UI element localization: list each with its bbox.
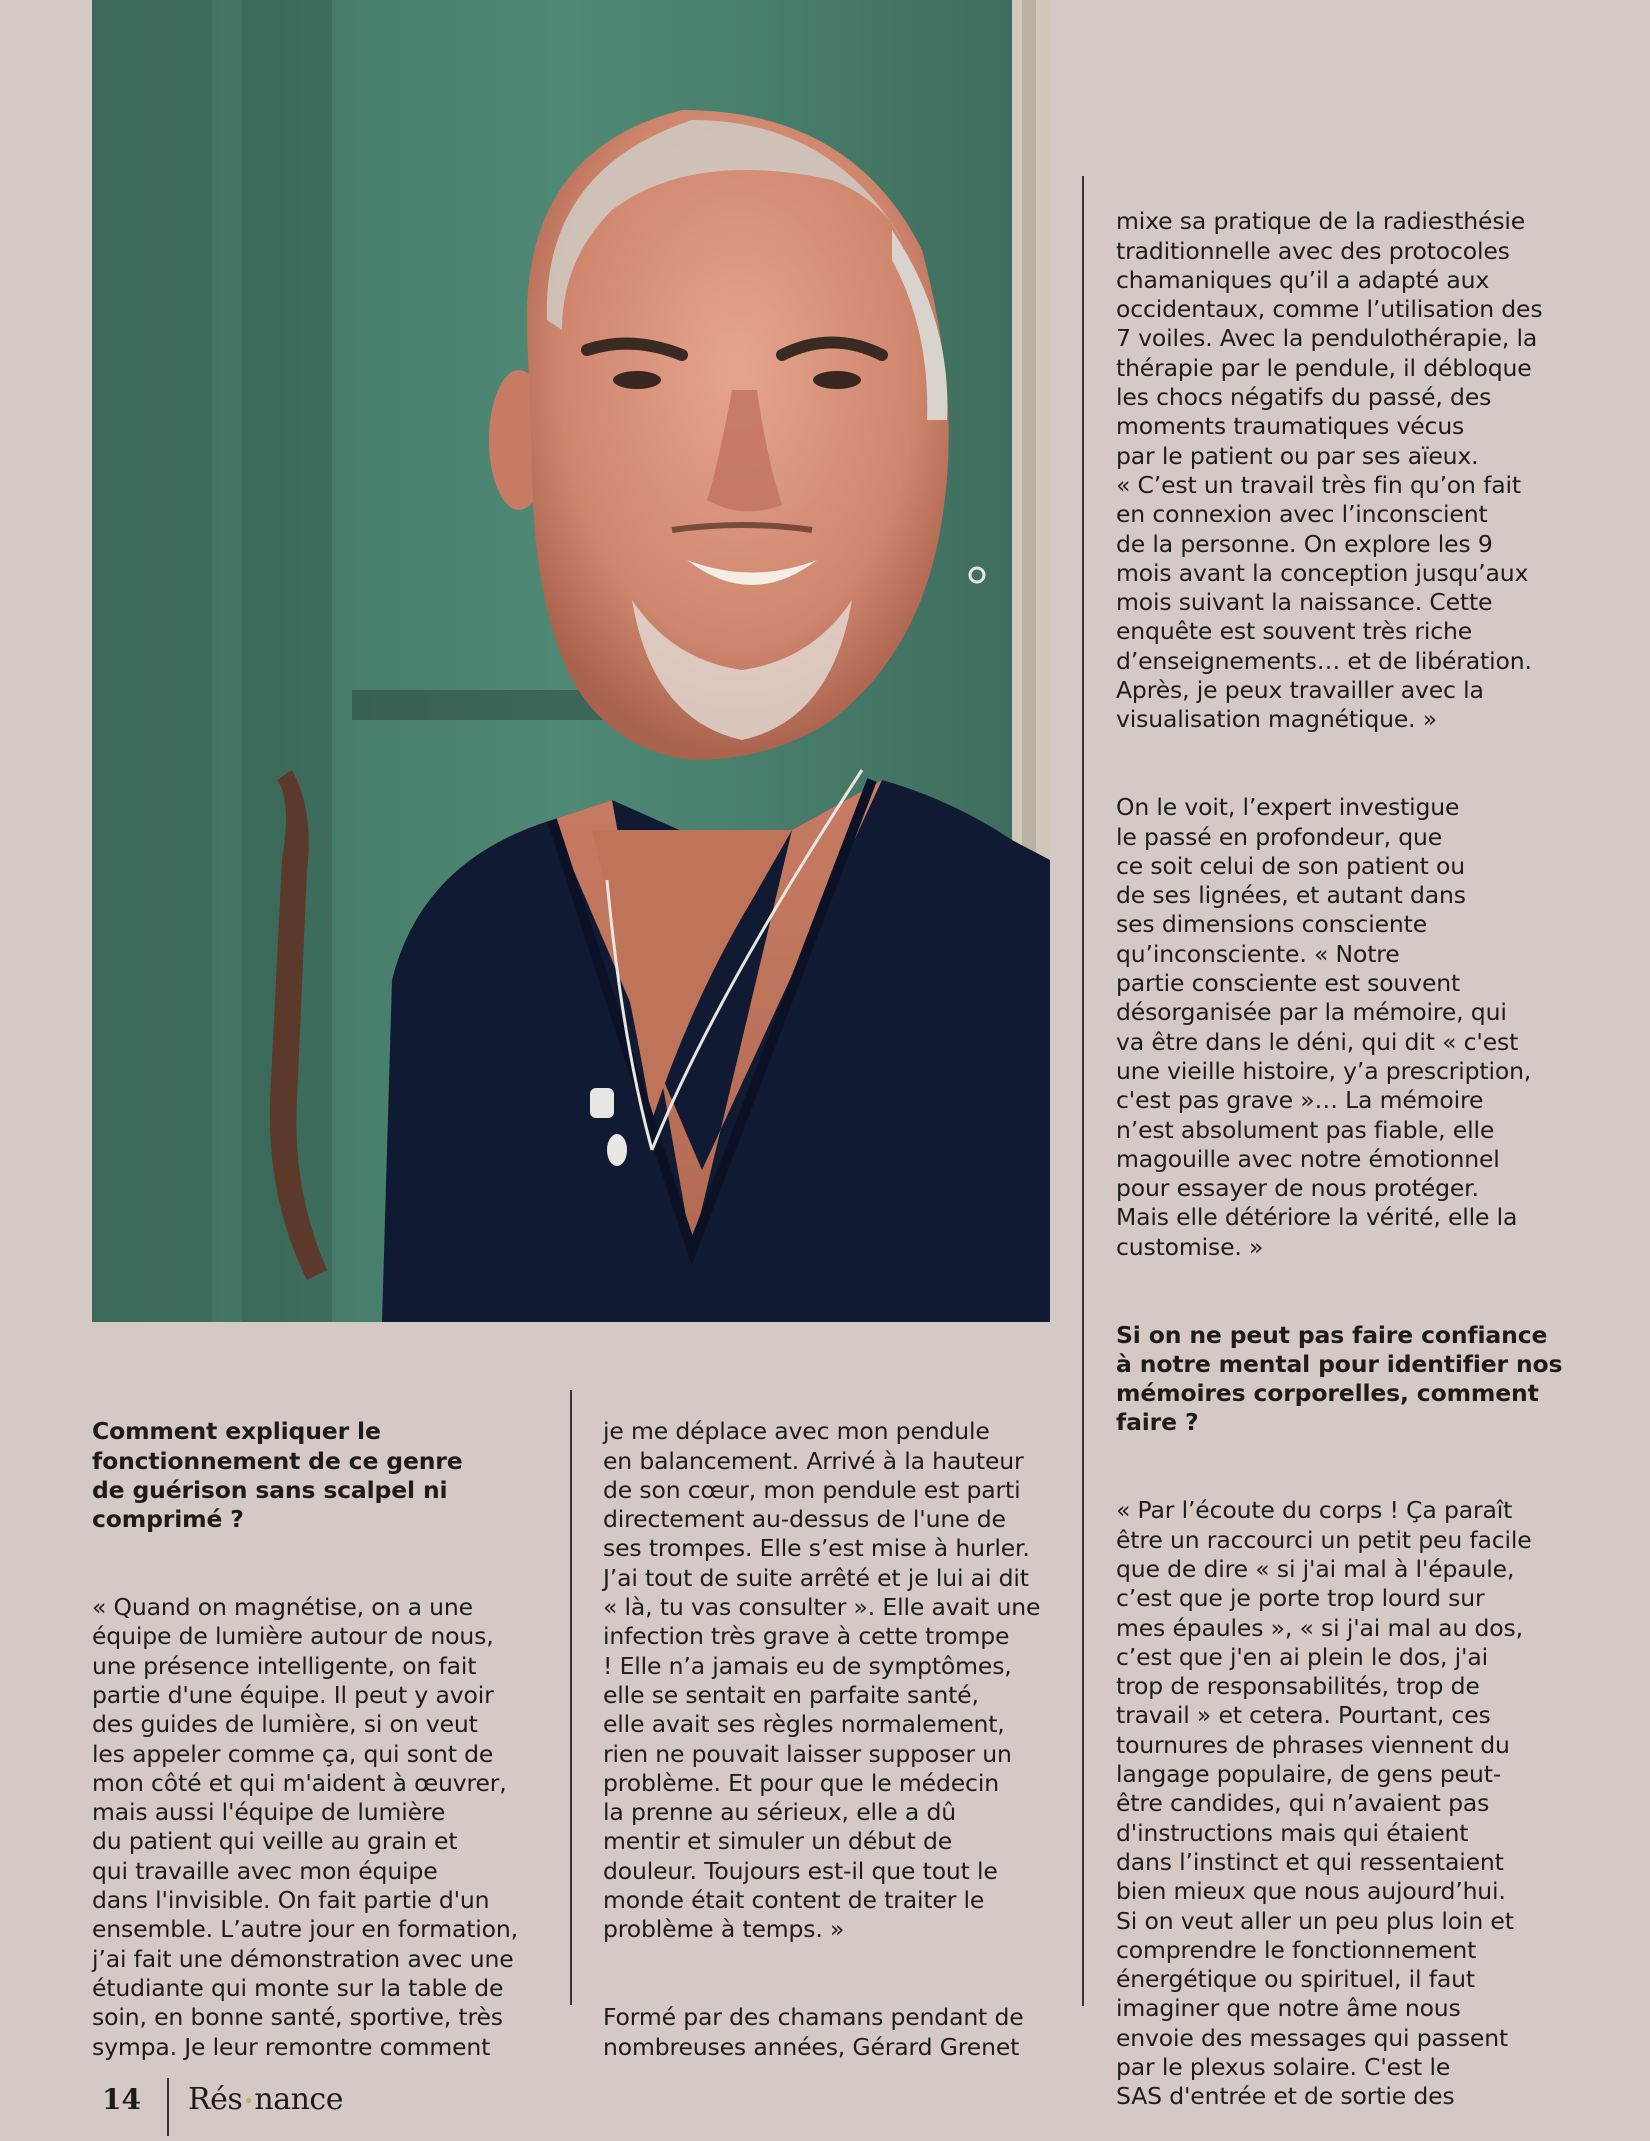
column-divider — [570, 1390, 572, 2005]
article-column-2 — [603, 1388, 1055, 2091]
body-paragraph: « Par l’écoute du corps ! Ça paraît être un raccourci un petit peu facile que de dire « si j'ai mal à l'épaule, c’est que je porte trop lourd sur mes épaules », « si j'ai mal au dos, c’est que j'en ai plein le dos, j'ai trop de responsabilités, trop de travail » et cetera. Pourtant, ces tournures de phrases viennent du langage populaire, de gens peut- être candides, qui n’avaient pas d'instructions mais qui étaient dans l’instinct et qui ressentaient bien mieux que nous aujourd’hui. Si on veut aller un peu plus loin et comprendre le fonctionnement énergétique ou spirituel, il faut imaginer que notre âme nous envoie des messages qui passent par le plexus solaire. C'est le SAS d'entrée et de sortie des — [1116, 1496, 1532, 2111]
footer-divider — [167, 2078, 169, 2136]
subheading-question: Comment expliquer le fonctionnement de ce genre de guérison sans scalpel ni comprimé ? — [92, 1417, 463, 1534]
portrait-photo — [92, 0, 1050, 1322]
logo-dot-icon: • — [243, 2090, 254, 2112]
magazine-logo — [188, 2082, 343, 2117]
column-divider — [1082, 176, 1084, 2006]
body-paragraph: mixe sa pratique de la radiesthésie traditionnelle avec des protocoles chamaniques qu’il a adapté aux occidentaux, comme l’utilisation des 7 voiles. Avec la pendulothérapie, la thérapie par le pendule, il débloque les chocs négatifs du passé, des moments traumatiques vécus par le patient ou par ses aïeux. « C’est un travail très fin qu’on fait en connexion avec l’inconscient de la personne. On explore les 9 mois avant la conception jusqu’aux mois suivant la naissance. Cette enquête est souvent très riche d’enseignements… et de libération. Après, je peux travailler avec la visualisation magnétique. » — [1116, 207, 1543, 734]
logo-text-end: nance — [254, 2082, 343, 2117]
subheading-question: Si on ne peut pas faire confiance à notre mental pour identifier nos mémoires corporelles, comment faire ? — [1116, 1320, 1563, 1437]
article-column-3 — [1116, 178, 1576, 2141]
page-number: 14 — [102, 2083, 141, 2116]
logo-text-start: Rés — [188, 2082, 243, 2117]
body-paragraph: Formé par des chamans pendant de nombreuses années, Gérard Grenet — [603, 2003, 1024, 2061]
body-paragraph: On le voit, l’expert investigue le passé en profondeur, que ce soit celui de son patient ou de ses lignées, et autant dans ses dimensions consciente qu’inconsciente. « Notre partie consciente est souvent désorganisée par la mémoire, qui va être dans le déni, qui dit « c'est une vieille histoire, y’a prescription, c'est pas grave »… La mémoire n’est absolument pas fiable, elle magouille avec notre émotionnel pour essayer de nous protéger. Mais elle détériore la vérité, elle la customise. » — [1116, 793, 1532, 1261]
body-paragraph: « Quand on magnétise, on a une équipe de lumière autour de nous, une présence intelligente, on fait partie d'une équipe. Il peut y avoir des guides de lumière, si on veut les appeler comme ça, qui sont de mon côté et qui m'aident à œuvrer, mais aussi l'équipe de lumière du patient qui veille au grain et qui travaille avec mon équipe dans l'invisible. On fait partie d'un ensemble. L’autre jour en formation, j’ai fait une démonstration avec une étudiante qui monte sur la table de soin, en bonne santé, sportive, très sympa. Je leur remontre comment — [92, 1593, 518, 2061]
body-paragraph: je me déplace avec mon pendule en balancement. Arrivé à la hauteur de son cœur, mon pendule est parti directement au-dessus de l'une de ses trompes. Elle s’est mise à hurler. J’ai tout de suite arrêté et je lui ai dit « là, tu vas consulter ». Elle avait une infection très grave à cette trompe ! Elle n’a jamais eu de symptômes, elle se sentait en parfaite santé, elle avait ses règles normalement, rien ne pouvait laisser supposer un problème. Et pour que le médecin la prenne au sérieux, elle a dû mentir et simuler un début de douleur. Toujours est-il que tout le monde était content de traiter le problème à temps. » — [603, 1417, 1041, 1944]
article-column-1 — [92, 1388, 560, 2091]
